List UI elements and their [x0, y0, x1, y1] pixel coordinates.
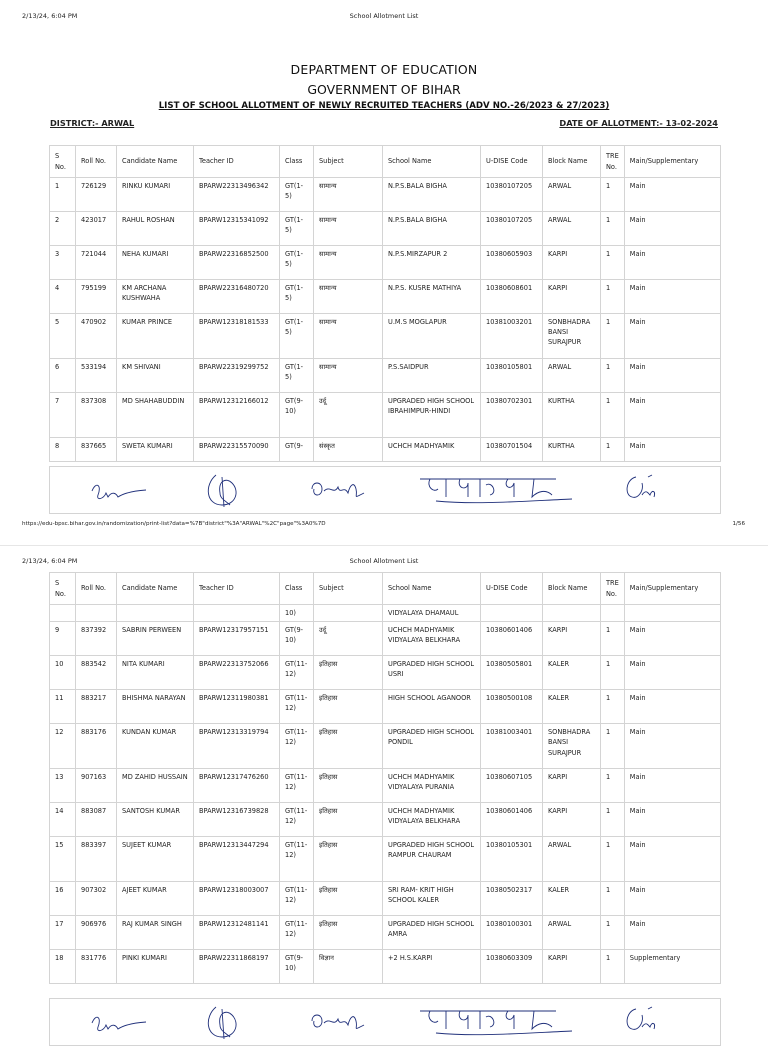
- cell-school: N.P.S.BALA BIGHA: [383, 212, 481, 246]
- cell-teacher-id: BPARW22313752066: [194, 656, 280, 690]
- cell-teacher-id: BPARW12316739828: [194, 803, 280, 837]
- cell-class: GT(1-5): [280, 314, 314, 359]
- cell-main-supp: Main: [624, 359, 720, 393]
- cell-tre: 1: [601, 178, 625, 212]
- cell-school: UCHCH MADHYAMIK VIDYALAYA BELKHARA: [383, 622, 481, 656]
- cell-name: KM SHIVANI: [117, 359, 194, 393]
- cell-name: AJEET KUMAR: [117, 882, 194, 916]
- table-row: [50, 690, 721, 724]
- cell-sno: 15: [50, 837, 76, 882]
- cell-block: KARPI: [543, 246, 601, 280]
- cell-teacher-id: BPARW22311868197: [194, 950, 280, 984]
- cell-name: NEHA KUMARI: [117, 246, 194, 280]
- cell-subject: विज्ञान: [314, 950, 383, 984]
- cell-sno: 9: [50, 622, 76, 656]
- cell-roll: 423017: [76, 212, 117, 246]
- cell-school: N.P.S.BALA BIGHA: [383, 178, 481, 212]
- cell-udise: 10380702301: [481, 393, 543, 438]
- cell-tre: 1: [601, 690, 625, 724]
- cell-udise: 10380107205: [481, 212, 543, 246]
- cell-teacher-id: BPARW12317476260: [194, 769, 280, 803]
- cell-subject: सामान्य: [314, 178, 383, 212]
- cell-udise: 10380601406: [481, 803, 543, 837]
- cell-block: ARWAL: [543, 837, 601, 882]
- cell-sno: 5: [50, 314, 76, 359]
- column-header-tre: TRE No.: [601, 573, 625, 605]
- cell-main-supp: Main: [624, 916, 720, 950]
- cell-block: ARWAL: [543, 359, 601, 393]
- cell-subject: उर्दू: [314, 393, 383, 438]
- table-row: [50, 212, 721, 246]
- cell-block: KARPI: [543, 622, 601, 656]
- cell-roll: 883176: [76, 724, 117, 769]
- cell-teacher-id: BPARW12317957151: [194, 622, 280, 656]
- cell-block: KARPI: [543, 769, 601, 803]
- column-header-block: Block Name: [543, 146, 601, 178]
- cell-udise: 10380607105: [481, 769, 543, 803]
- signature-4-hindi: [416, 1003, 576, 1041]
- column-header-teacher-id: Teacher ID: [194, 573, 280, 605]
- cell-school: UPGRADED HIGH SCHOOL AMRA: [383, 916, 481, 950]
- cell-main-supp: Main: [624, 882, 720, 916]
- cell-roll: 795199: [76, 280, 117, 314]
- list-title: LIST OF SCHOOL ALLOTMENT OF NEWLY RECRUITED TEACHERS (ADV NO.-26/2023 & 27/2023): [158, 101, 610, 111]
- allotment-table: [49, 572, 721, 984]
- date-of-allotment: DATE OF ALLOTMENT:- 13-02-2024: [559, 118, 718, 128]
- cell-name: MD ZAHID HUSSAIN: [117, 769, 194, 803]
- cell-teacher-id: BPARW22319299752: [194, 359, 280, 393]
- cell-class: GT(1-5): [280, 280, 314, 314]
- cell-main-supp: Main: [624, 724, 720, 769]
- column-header-sno: S No.: [50, 146, 76, 178]
- cell-block: KARPI: [543, 803, 601, 837]
- cell-block: ARWAL: [543, 916, 601, 950]
- table-row: [50, 622, 721, 656]
- column-header-subject: Subject: [314, 146, 383, 178]
- cell-class: GT(9-10): [280, 622, 314, 656]
- cell-sno: 18: [50, 950, 76, 984]
- column-header-class: Class: [280, 573, 314, 605]
- cell-class: GT(1-5): [280, 178, 314, 212]
- cell-main-supp: Main: [624, 393, 720, 438]
- cell-main-supp: Main: [624, 837, 720, 882]
- print-header-title: School Allotment List: [349, 557, 419, 565]
- cell-tre: 1: [601, 438, 625, 462]
- signature-5: [622, 1003, 662, 1037]
- print-header-title: School Allotment List: [349, 12, 419, 20]
- column-header-school: School Name: [383, 146, 481, 178]
- print-datetime: 2/13/24, 6:04 PM: [22, 12, 78, 20]
- cell-subject: सामान्य: [314, 212, 383, 246]
- column-header-name: Candidate Name: [117, 146, 194, 178]
- cell-school: SRI RAM- KRIT HIGH SCHOOL KALER: [383, 882, 481, 916]
- cell-school: UPGRADED HIGH SCHOOL IBRAHIMPUR-HINDI: [383, 393, 481, 438]
- cell-roll: 907163: [76, 769, 117, 803]
- cell-udise: 10380701504: [481, 438, 543, 462]
- table-row: [50, 769, 721, 803]
- cell-name: [117, 605, 194, 622]
- cell-subject: सामान्य: [314, 359, 383, 393]
- cell-roll: 906976: [76, 916, 117, 950]
- cell-school: UPGRADED HIGH SCHOOL PONDIL: [383, 724, 481, 769]
- cell-school: P.S.SAIDPUR: [383, 359, 481, 393]
- cell-roll: 470902: [76, 314, 117, 359]
- cell-udise: 10380500108: [481, 690, 543, 724]
- cell-subject: इतिहास: [314, 769, 383, 803]
- cell-class: GT(1-5): [280, 246, 314, 280]
- cell-name: KUNDAN KUMAR: [117, 724, 194, 769]
- column-header-roll: Roll No.: [76, 573, 117, 605]
- cell-roll: 726129: [76, 178, 117, 212]
- cell-tre: 1: [601, 622, 625, 656]
- column-header-tre: TRE No.: [601, 146, 625, 178]
- signature-3: [306, 1003, 372, 1039]
- signature-row: [49, 998, 721, 1046]
- cell-main-supp: Main: [624, 178, 720, 212]
- cell-name: NITA KUMARI: [117, 656, 194, 690]
- cell-subject: इतिहास: [314, 656, 383, 690]
- cell-roll: 831776: [76, 950, 117, 984]
- cell-roll: 883087: [76, 803, 117, 837]
- cell-name: SANTOSH KUMAR: [117, 803, 194, 837]
- signature-2: [202, 471, 246, 511]
- signature-1: [88, 1003, 152, 1037]
- cell-block: ARWAL: [543, 178, 601, 212]
- cell-block: KURTHA: [543, 393, 601, 438]
- cell-tre: 1: [601, 393, 625, 438]
- cell-sno: 13: [50, 769, 76, 803]
- cell-teacher-id: BPARW12313319794: [194, 724, 280, 769]
- government-heading: GOVERNMENT OF BIHAR: [307, 82, 461, 97]
- cell-udise: 10380502317: [481, 882, 543, 916]
- cell-tre: 1: [601, 656, 625, 690]
- cell-class: GT(11-12): [280, 882, 314, 916]
- footer-page-number: 1/56: [732, 521, 745, 527]
- column-header-sno: S No.: [50, 573, 76, 605]
- cell-subject: सामान्य: [314, 280, 383, 314]
- table-row: [50, 314, 721, 359]
- cell-teacher-id: [194, 605, 280, 622]
- cell-teacher-id: BPARW12315341092: [194, 212, 280, 246]
- footer-url: https://edu-bpsc.bihar.gov.in/randomization/print-list?data=%7B"district"%3A"ARWAL"%2C"page"%3A0%7D: [22, 521, 326, 527]
- cell-subject: उर्दू: [314, 622, 383, 656]
- table-row: [50, 280, 721, 314]
- cell-school: HIGH SCHOOL AGANOOR: [383, 690, 481, 724]
- cell-roll: 883397: [76, 837, 117, 882]
- cell-tre: [601, 605, 625, 622]
- column-header-main-supp: Main/Supplementary: [624, 146, 720, 178]
- cell-udise: 10380100301: [481, 916, 543, 950]
- cell-sno: 2: [50, 212, 76, 246]
- cell-teacher-id: BPARW22316480720: [194, 280, 280, 314]
- table-header-row: [50, 146, 721, 178]
- cell-udise: [481, 605, 543, 622]
- cell-name: KUMAR PRINCE: [117, 314, 194, 359]
- cell-udise: 10380608601: [481, 280, 543, 314]
- cell-sno: 11: [50, 690, 76, 724]
- cell-subject: इतिहास: [314, 916, 383, 950]
- cell-sno: 3: [50, 246, 76, 280]
- cell-subject: इतिहास: [314, 803, 383, 837]
- signature-4-hindi: [416, 471, 576, 509]
- cell-block: SONBHADRA BANSI SURAJPUR: [543, 724, 601, 769]
- cell-school: VIDYALAYA DHAMAUL: [383, 605, 481, 622]
- cell-sno: 4: [50, 280, 76, 314]
- cell-class: GT(11-12): [280, 656, 314, 690]
- cell-block: KALER: [543, 882, 601, 916]
- cell-class: GT(11-12): [280, 769, 314, 803]
- cell-main-supp: Main: [624, 803, 720, 837]
- column-header-subject: Subject: [314, 573, 383, 605]
- cell-sno: 12: [50, 724, 76, 769]
- print-datetime: 2/13/24, 6:04 PM: [22, 557, 78, 565]
- cell-school: N.P.S.MIRZAPUR 2: [383, 246, 481, 280]
- cell-sno: 16: [50, 882, 76, 916]
- cell-main-supp: Main: [624, 769, 720, 803]
- cell-school: N.P.S. KUSRE MATHIYA: [383, 280, 481, 314]
- cell-class: GT(11-12): [280, 916, 314, 950]
- cell-teacher-id: BPARW22316852500: [194, 246, 280, 280]
- cell-roll: 883542: [76, 656, 117, 690]
- cell-name: MD SHAHABUDDIN: [117, 393, 194, 438]
- cell-main-supp: Main: [624, 622, 720, 656]
- cell-roll: 837665: [76, 438, 117, 462]
- cell-block: KURTHA: [543, 438, 601, 462]
- cell-class: GT(9-10): [280, 950, 314, 984]
- cell-school: UPGRADED HIGH SCHOOL RAMPUR CHAURAM: [383, 837, 481, 882]
- cell-class: GT(9-10): [280, 393, 314, 438]
- cell-name: SWETA KUMARI: [117, 438, 194, 462]
- cell-name: PINKI KUMARI: [117, 950, 194, 984]
- cell-teacher-id: BPARW12312166012: [194, 393, 280, 438]
- cell-class: GT(1-5): [280, 359, 314, 393]
- print-page-2: [0, 545, 768, 1025]
- cell-tre: 1: [601, 916, 625, 950]
- cell-class: GT(11-12): [280, 724, 314, 769]
- cell-teacher-id: BPARW22313496342: [194, 178, 280, 212]
- cell-roll: 837308: [76, 393, 117, 438]
- table-row: [50, 393, 721, 438]
- cell-roll: 907302: [76, 882, 117, 916]
- cell-sno: 7: [50, 393, 76, 438]
- allotment-table: [49, 145, 721, 462]
- cell-subject: इतिहास: [314, 724, 383, 769]
- cell-block: ARWAL: [543, 212, 601, 246]
- cell-udise: 10380107205: [481, 178, 543, 212]
- cell-main-supp: Main: [624, 280, 720, 314]
- cell-udise: 10380105301: [481, 837, 543, 882]
- column-header-roll: Roll No.: [76, 146, 117, 178]
- cell-name: SABRIN PERWEEN: [117, 622, 194, 656]
- cell-teacher-id: BPARW12311980381: [194, 690, 280, 724]
- cell-name: RINKU KUMARI: [117, 178, 194, 212]
- signature-3: [306, 471, 372, 507]
- cell-subject: [314, 605, 383, 622]
- cell-roll: 837392: [76, 622, 117, 656]
- cell-sno: 17: [50, 916, 76, 950]
- column-header-class: Class: [280, 146, 314, 178]
- cell-block: KARPI: [543, 280, 601, 314]
- cell-class: GT(11-12): [280, 690, 314, 724]
- table-row: [50, 724, 721, 769]
- cell-subject: इतिहास: [314, 690, 383, 724]
- cell-class: 10): [280, 605, 314, 622]
- signature-1: [88, 471, 152, 505]
- cell-school: +2 H.S.KARPI: [383, 950, 481, 984]
- cell-tre: 1: [601, 769, 625, 803]
- column-header-main-supp: Main/Supplementary: [624, 573, 720, 605]
- cell-tre: 1: [601, 837, 625, 882]
- cell-tre: 1: [601, 882, 625, 916]
- cell-sno: 14: [50, 803, 76, 837]
- signature-row: [49, 466, 721, 514]
- cell-subject: इतिहास: [314, 882, 383, 916]
- cell-tre: 1: [601, 212, 625, 246]
- table-row: [50, 605, 721, 622]
- column-header-school: School Name: [383, 573, 481, 605]
- cell-tre: 1: [601, 314, 625, 359]
- cell-subject: सामान्य: [314, 246, 383, 280]
- cell-sno: 6: [50, 359, 76, 393]
- cell-roll: [76, 605, 117, 622]
- cell-main-supp: Main: [624, 438, 720, 462]
- cell-teacher-id: BPARW12313447294: [194, 837, 280, 882]
- cell-main-supp: Main: [624, 314, 720, 359]
- cell-sno: 1: [50, 178, 76, 212]
- table-row: [50, 359, 721, 393]
- cell-tre: 1: [601, 246, 625, 280]
- cell-main-supp: Supplementary: [624, 950, 720, 984]
- cell-block: KALER: [543, 656, 601, 690]
- cell-udise: 10381003401: [481, 724, 543, 769]
- cell-class: GT(9-: [280, 438, 314, 462]
- cell-block: KALER: [543, 690, 601, 724]
- column-header-udise: U-DISE Code: [481, 146, 543, 178]
- table-header-row: [50, 573, 721, 605]
- cell-tre: 1: [601, 950, 625, 984]
- cell-subject: संस्कृत: [314, 438, 383, 462]
- cell-teacher-id: BPARW12312481141: [194, 916, 280, 950]
- column-header-block: Block Name: [543, 573, 601, 605]
- department-heading: DEPARTMENT OF EDUCATION: [290, 62, 478, 77]
- cell-class: GT(11-12): [280, 837, 314, 882]
- table-row: [50, 178, 721, 212]
- cell-name: SUJEET KUMAR: [117, 837, 194, 882]
- table-row: [50, 656, 721, 690]
- cell-roll: 721044: [76, 246, 117, 280]
- cell-udise: 10380603309: [481, 950, 543, 984]
- table-row: [50, 882, 721, 916]
- signature-5: [622, 471, 662, 505]
- cell-tre: 1: [601, 280, 625, 314]
- cell-main-supp: Main: [624, 656, 720, 690]
- table-row: [50, 916, 721, 950]
- column-header-name: Candidate Name: [117, 573, 194, 605]
- cell-udise: 10380505801: [481, 656, 543, 690]
- cell-class: GT(11-12): [280, 803, 314, 837]
- cell-udise: 10381003201: [481, 314, 543, 359]
- cell-school: UCHCH MADHYAMIK: [383, 438, 481, 462]
- cell-roll: 883217: [76, 690, 117, 724]
- cell-sno: [50, 605, 76, 622]
- cell-school: UCHCH MADHYAMIK VIDYALAYA PURANIA: [383, 769, 481, 803]
- cell-tre: 1: [601, 724, 625, 769]
- cell-main-supp: Main: [624, 690, 720, 724]
- cell-main-supp: [624, 605, 720, 622]
- cell-block: KARPI: [543, 950, 601, 984]
- table-row: [50, 803, 721, 837]
- cell-name: RAHUL ROSHAN: [117, 212, 194, 246]
- cell-udise: 10380605903: [481, 246, 543, 280]
- table-row: [50, 438, 721, 462]
- cell-school: UCHCH MADHYAMIK VIDYALAYA BELKHARA: [383, 803, 481, 837]
- cell-main-supp: Main: [624, 246, 720, 280]
- cell-teacher-id: BPARW12318181533: [194, 314, 280, 359]
- cell-name: RAJ KUMAR SINGH: [117, 916, 194, 950]
- cell-sno: 10: [50, 656, 76, 690]
- cell-udise: 10380601406: [481, 622, 543, 656]
- cell-tre: 1: [601, 359, 625, 393]
- cell-main-supp: Main: [624, 212, 720, 246]
- cell-subject: इतिहास: [314, 837, 383, 882]
- cell-class: GT(1-5): [280, 212, 314, 246]
- cell-block: SONBHADRA BANSI SURAJPUR: [543, 314, 601, 359]
- cell-school: U.M.S MOGLAPUR: [383, 314, 481, 359]
- cell-udise: 10380105801: [481, 359, 543, 393]
- district-label: DISTRICT:- ARWAL: [50, 118, 135, 128]
- column-header-udise: U-DISE Code: [481, 573, 543, 605]
- cell-teacher-id: BPARW22315570090: [194, 438, 280, 462]
- table-row: [50, 837, 721, 882]
- column-header-teacher-id: Teacher ID: [194, 146, 280, 178]
- cell-school: UPGRADED HIGH SCHOOL USRI: [383, 656, 481, 690]
- cell-subject: सामान्य: [314, 314, 383, 359]
- signature-2: [202, 1003, 246, 1043]
- cell-teacher-id: BPARW12318003007: [194, 882, 280, 916]
- cell-sno: 8: [50, 438, 76, 462]
- table-row: [50, 950, 721, 984]
- cell-name: KM ARCHANA KUSHWAHA: [117, 280, 194, 314]
- cell-block: [543, 605, 601, 622]
- cell-tre: 1: [601, 803, 625, 837]
- table-row: [50, 246, 721, 280]
- cell-roll: 533194: [76, 359, 117, 393]
- cell-name: BHISHMA NARAYAN: [117, 690, 194, 724]
